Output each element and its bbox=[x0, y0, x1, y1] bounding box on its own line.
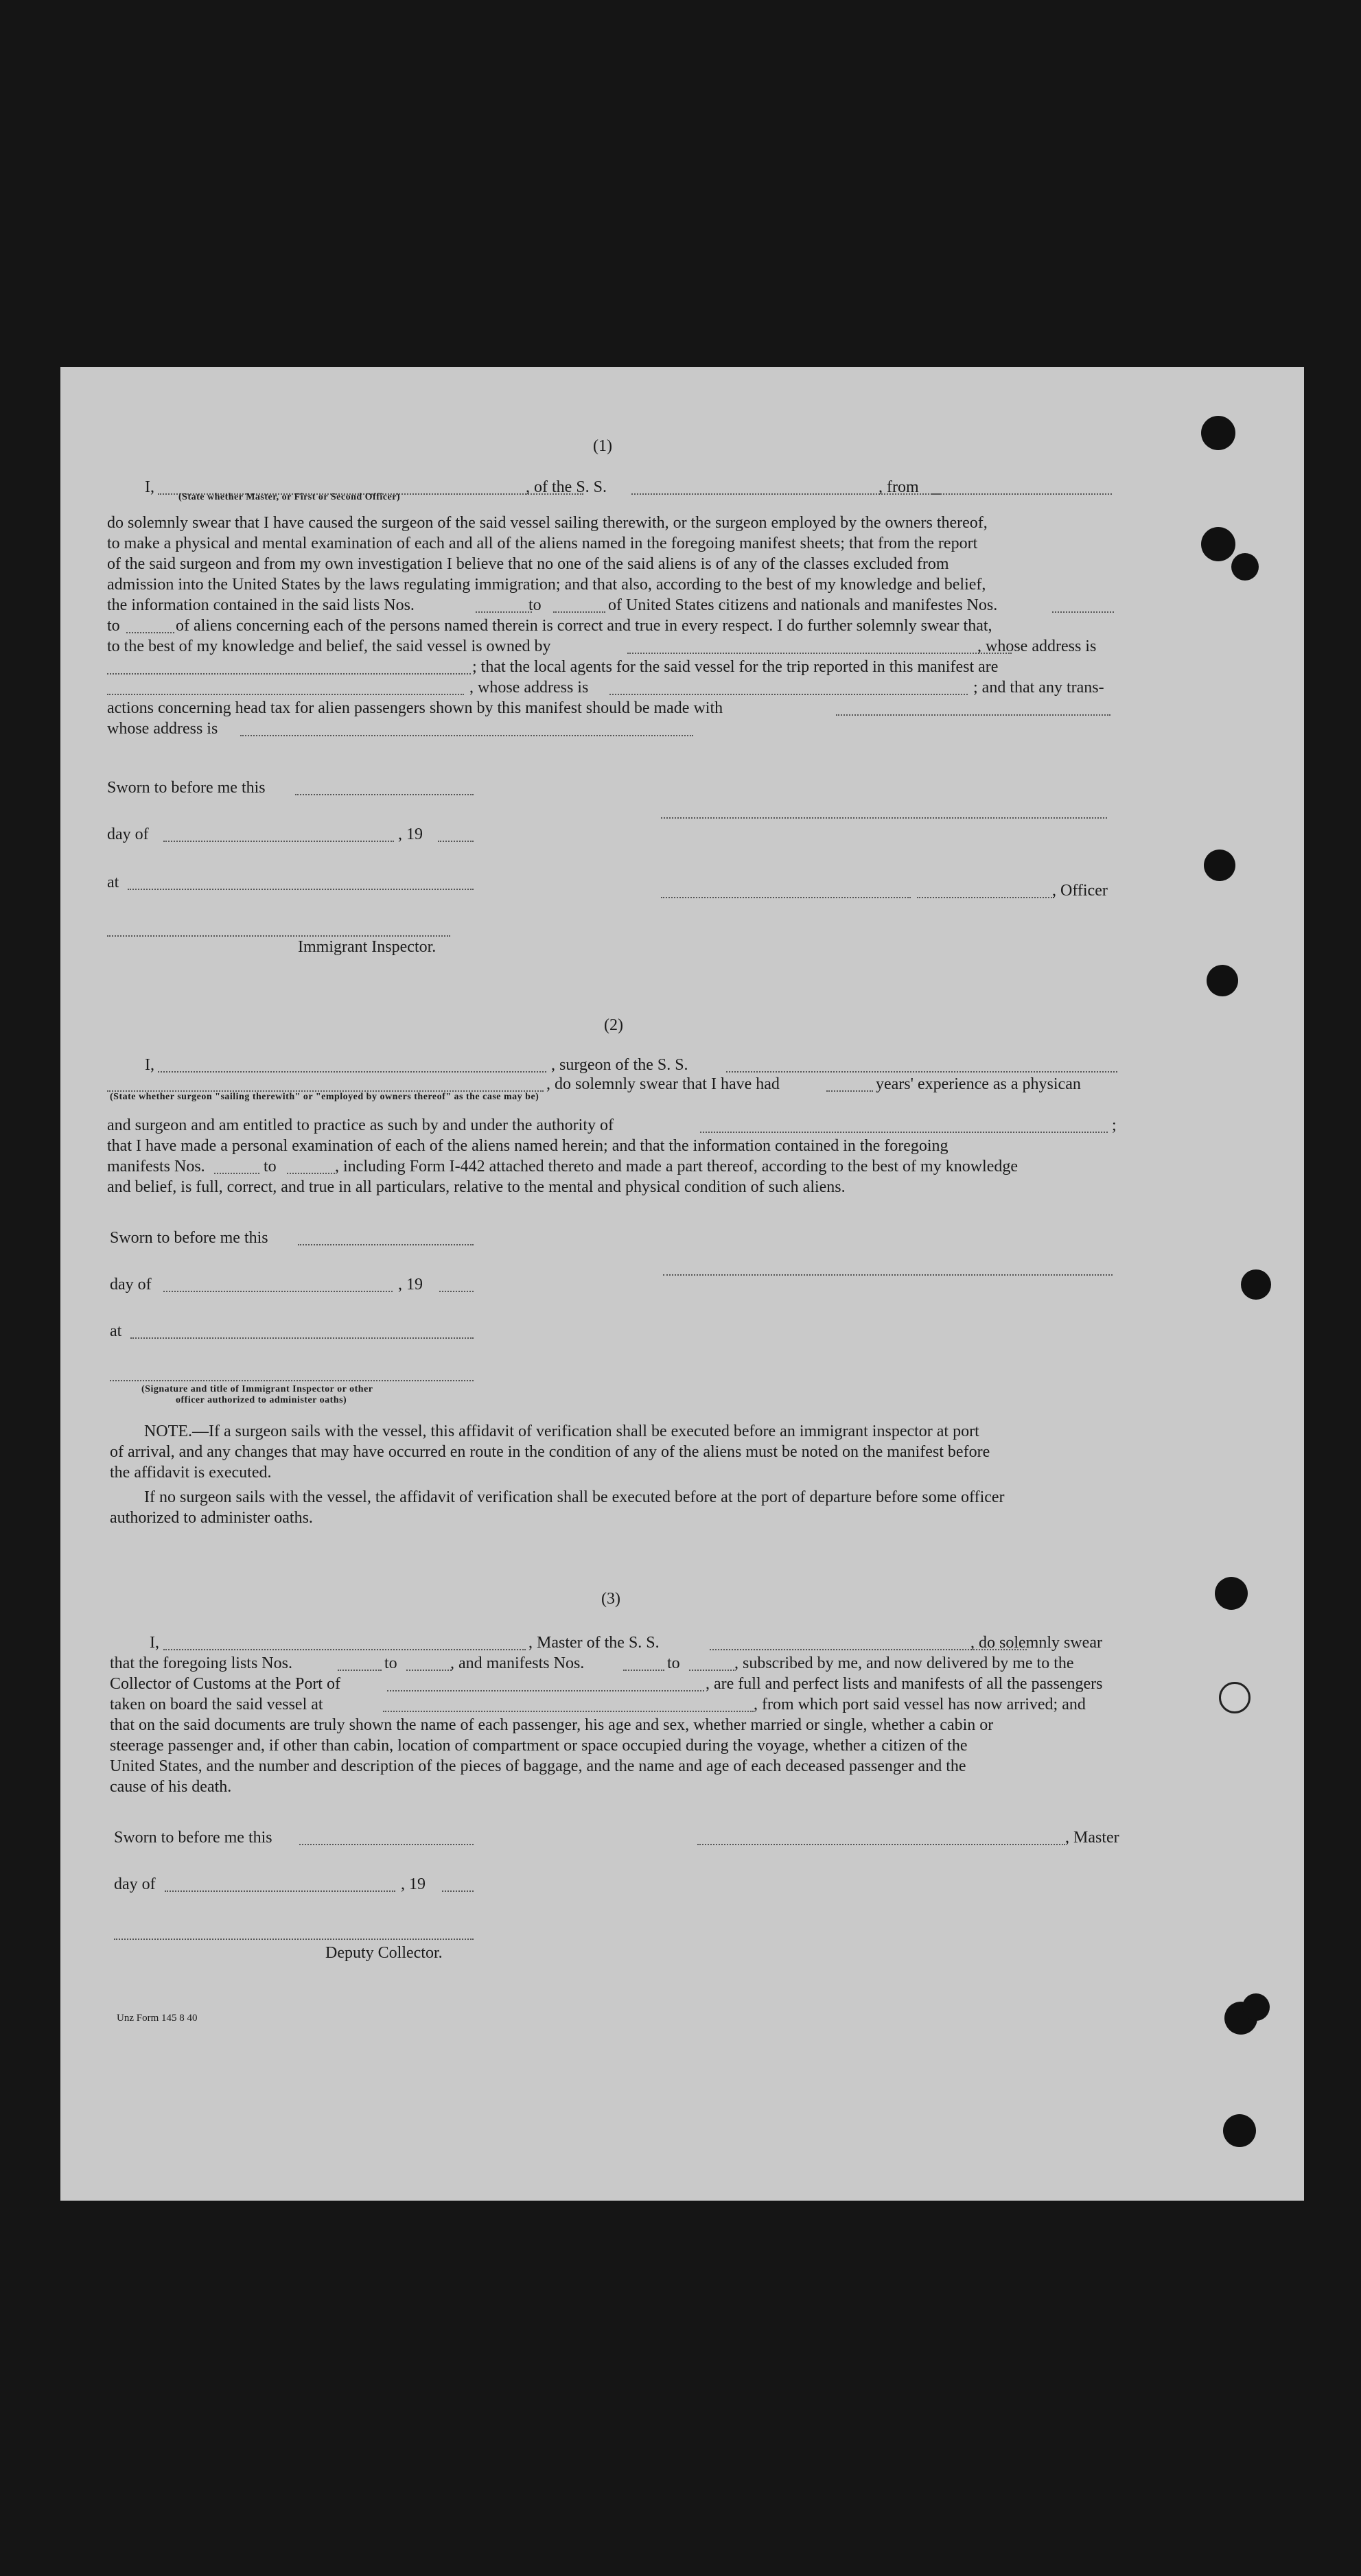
officer-note: (State whether Master, or First or Second Officer) bbox=[178, 492, 401, 502]
blank-line bbox=[295, 794, 474, 795]
text: , including Form I-442 attached thereto and made a part thereof, according to the best of my knowledge bbox=[335, 1158, 1019, 1175]
blank-line bbox=[107, 673, 471, 675]
text: , subscribed by me, and now delivered by me to the bbox=[734, 1654, 1074, 1672]
blank-line bbox=[338, 1670, 382, 1671]
text: , of the S. S. bbox=[526, 478, 607, 496]
text: ; that the local agents for the said vessel for the trip reported in this manifest are bbox=[472, 658, 999, 676]
form-number: Unz Form 145 8 40 bbox=[117, 2013, 198, 2024]
text: , 19 bbox=[401, 1875, 426, 1893]
blank-line bbox=[126, 632, 174, 633]
text: taken on board the said vessel at bbox=[110, 1696, 323, 1713]
text: day of bbox=[110, 1276, 152, 1293]
blank-line bbox=[158, 1071, 546, 1073]
text: , surgeon of the S. S. bbox=[551, 1056, 688, 1074]
punch-hole bbox=[1223, 2114, 1256, 2147]
manifest-page bbox=[60, 367, 1304, 2201]
blank-line bbox=[383, 1711, 754, 1712]
text: , Master bbox=[1065, 1829, 1119, 1847]
blank-line bbox=[609, 694, 968, 695]
punch-hole bbox=[1207, 965, 1238, 996]
punch-hole bbox=[1219, 1682, 1251, 1713]
text: manifests Nos. bbox=[107, 1158, 205, 1175]
blank-line bbox=[439, 1291, 474, 1292]
text: , 19 bbox=[398, 826, 423, 843]
text: and belief, is full, correct, and true in all particulars, relative to the mental and physical condition of such aliens. bbox=[107, 1178, 846, 1196]
signature-line bbox=[663, 1274, 1113, 1276]
text: , do solemnly swear that I have had bbox=[546, 1075, 780, 1093]
blank-line bbox=[553, 611, 605, 613]
text: years' experience as a physican bbox=[876, 1075, 1081, 1093]
text: , 19 bbox=[398, 1276, 423, 1293]
blank-line bbox=[163, 1291, 393, 1292]
text: day of bbox=[107, 826, 149, 843]
text: to bbox=[667, 1654, 680, 1672]
blank-line bbox=[623, 1670, 664, 1671]
blank-line bbox=[932, 493, 1112, 495]
text: day of bbox=[114, 1875, 156, 1893]
blank-line bbox=[661, 897, 911, 898]
note-paragraph bbox=[110, 1421, 1119, 1483]
blank-line bbox=[689, 1670, 734, 1671]
punch-hole bbox=[1215, 1577, 1248, 1610]
punch-hole bbox=[1241, 1269, 1271, 1300]
signature-line bbox=[114, 1939, 474, 1940]
text: I, bbox=[145, 1056, 154, 1074]
blank-line bbox=[299, 1844, 474, 1845]
text: at bbox=[107, 874, 119, 891]
signature-note: officer authorized to administer oaths) bbox=[176, 1395, 347, 1405]
blank-line bbox=[107, 694, 464, 695]
text: to bbox=[528, 596, 542, 614]
text: I, bbox=[145, 478, 154, 496]
blank-line bbox=[1052, 611, 1114, 613]
punch-hole bbox=[1242, 1993, 1270, 2021]
text-line: authorized to administer oaths. bbox=[110, 1509, 313, 1527]
punch-hole bbox=[1204, 850, 1235, 881]
blank-line bbox=[476, 611, 532, 613]
punch-hole bbox=[1231, 553, 1259, 581]
blank-line bbox=[163, 841, 394, 842]
text: Sworn to before me this bbox=[110, 1229, 268, 1247]
text: of United States citizens and nationals and manifestes Nos. bbox=[608, 596, 998, 614]
blank-line bbox=[406, 1670, 452, 1671]
signature-line bbox=[110, 1380, 474, 1381]
blank-line bbox=[287, 1173, 335, 1174]
blank-line bbox=[387, 1690, 704, 1691]
blank-line bbox=[826, 1090, 873, 1092]
text: that I have made a personal examination of each of the aliens named herein; and that the information contained in the foregoing bbox=[107, 1137, 949, 1155]
text-line: do solemnly swear that I have caused the surgeon of the said vessel sailing therewith, or the surgeon employed by the owners thereof, bbox=[107, 514, 988, 532]
text-line: cause of his death. bbox=[110, 1778, 232, 1796]
blank-line bbox=[442, 1890, 474, 1892]
signature-line bbox=[697, 1844, 1065, 1845]
text: Sworn to before me this bbox=[107, 779, 266, 797]
text-line: admission into the United States by the laws regulating immigration; and that also, according to the best of my knowledge and belief, bbox=[107, 576, 986, 594]
section-number: (1) bbox=[593, 437, 612, 455]
text: of aliens concerning each of the persons named therein is correct and true in every respect. I do further solemnly swear that, bbox=[176, 617, 992, 635]
section-number: (3) bbox=[601, 1590, 620, 1608]
signature-line bbox=[661, 817, 1107, 819]
blank-line bbox=[726, 1071, 1117, 1073]
text: to the best of my knowledge and belief, the said vessel is owned by bbox=[107, 637, 551, 655]
punch-hole bbox=[1201, 416, 1235, 450]
text: ; and that any trans- bbox=[973, 679, 1104, 696]
text-line: that on the said documents are truly shown the name of each passenger, his age and sex, whether married or single, whether a cabin or bbox=[110, 1716, 994, 1734]
text-line: steerage passenger and, if other than cabin, location of compartment or space occupied during the voyage, whether a citizen of the bbox=[110, 1737, 968, 1755]
text: Collector of Customs at the Port of bbox=[110, 1675, 340, 1693]
text: to bbox=[107, 617, 120, 635]
text: ; bbox=[1112, 1116, 1117, 1134]
blank-line bbox=[163, 1649, 526, 1650]
text: , whose address is bbox=[469, 679, 589, 696]
text: Deputy Collector. bbox=[325, 1944, 443, 1962]
text: to bbox=[264, 1158, 277, 1175]
text: , from bbox=[879, 478, 919, 496]
text: whose address is bbox=[107, 720, 218, 738]
paragraph bbox=[110, 1715, 1119, 1797]
blank-line bbox=[438, 841, 474, 842]
text: at bbox=[110, 1322, 122, 1340]
surgeon-note: (State whether surgeon "sailing therewith" or "employed by owners thereof" as the case may be) bbox=[110, 1092, 539, 1102]
text-line: of the said surgeon and from my own investigation I believe that no one of the said aliens is of any of the classes excluded from bbox=[107, 555, 949, 573]
text: , are full and perfect lists and manifests of all the passengers bbox=[706, 1675, 1103, 1693]
blank-line bbox=[836, 714, 1110, 716]
text-line: If no surgeon sails with the vessel, the affidavit of verification shall be executed before at the port of departure before some officer bbox=[144, 1488, 1005, 1506]
text: , Officer bbox=[1052, 882, 1108, 900]
signature-note: (Signature and title of Immigrant Inspector or other bbox=[141, 1384, 373, 1394]
text-line: United States, and the number and description of the pieces of baggage, and the name and age of each deceased passenger and the bbox=[110, 1757, 966, 1775]
blank-line bbox=[240, 735, 693, 736]
blank-line bbox=[165, 1890, 395, 1892]
text-line: of arrival, and any changes that may have occurred en route in the condition of any of the aliens must be noted on the manifest before bbox=[110, 1443, 990, 1461]
text: , and manifests Nos. bbox=[450, 1654, 585, 1672]
blank-line bbox=[627, 653, 1012, 654]
blank-line bbox=[130, 1337, 474, 1339]
text: Sworn to before me this bbox=[114, 1829, 272, 1847]
blank-line bbox=[700, 1132, 1108, 1133]
text: , do solemnly swear bbox=[970, 1634, 1102, 1652]
text-line: to make a physical and mental examination of each and all of the aliens named in the foregoing manifest sheets; that from the report bbox=[107, 535, 978, 552]
text: actions concerning head tax for alien passengers shown by this manifest should be made with bbox=[107, 699, 723, 717]
blank-line bbox=[298, 1244, 474, 1245]
text: I, bbox=[150, 1634, 159, 1652]
text-line: NOTE.—If a surgeon sails with the vessel, this affidavit of verification shall be executed before an immigrant inspector at port bbox=[144, 1422, 979, 1440]
note-paragraph bbox=[110, 1487, 1119, 1528]
text: that the foregoing lists Nos. bbox=[110, 1654, 292, 1672]
text: , from which port said vessel has now arrived; and bbox=[754, 1696, 1086, 1713]
blank-line bbox=[917, 897, 1054, 898]
text: the information contained in the said lists Nos. bbox=[107, 596, 415, 614]
text: , whose address is bbox=[977, 637, 1097, 655]
text-line: the affidavit is executed. bbox=[110, 1464, 272, 1482]
blank-line bbox=[214, 1173, 259, 1174]
text: to bbox=[384, 1654, 397, 1672]
punch-hole bbox=[1201, 527, 1235, 561]
text: Immigrant Inspector. bbox=[298, 938, 437, 956]
text: and surgeon and am entitled to practice as such by and under the authority of bbox=[107, 1116, 614, 1134]
paragraph bbox=[107, 513, 1116, 595]
text: , Master of the S. S. bbox=[528, 1634, 660, 1652]
blank-line bbox=[128, 889, 474, 890]
section-number: (2) bbox=[604, 1016, 623, 1034]
